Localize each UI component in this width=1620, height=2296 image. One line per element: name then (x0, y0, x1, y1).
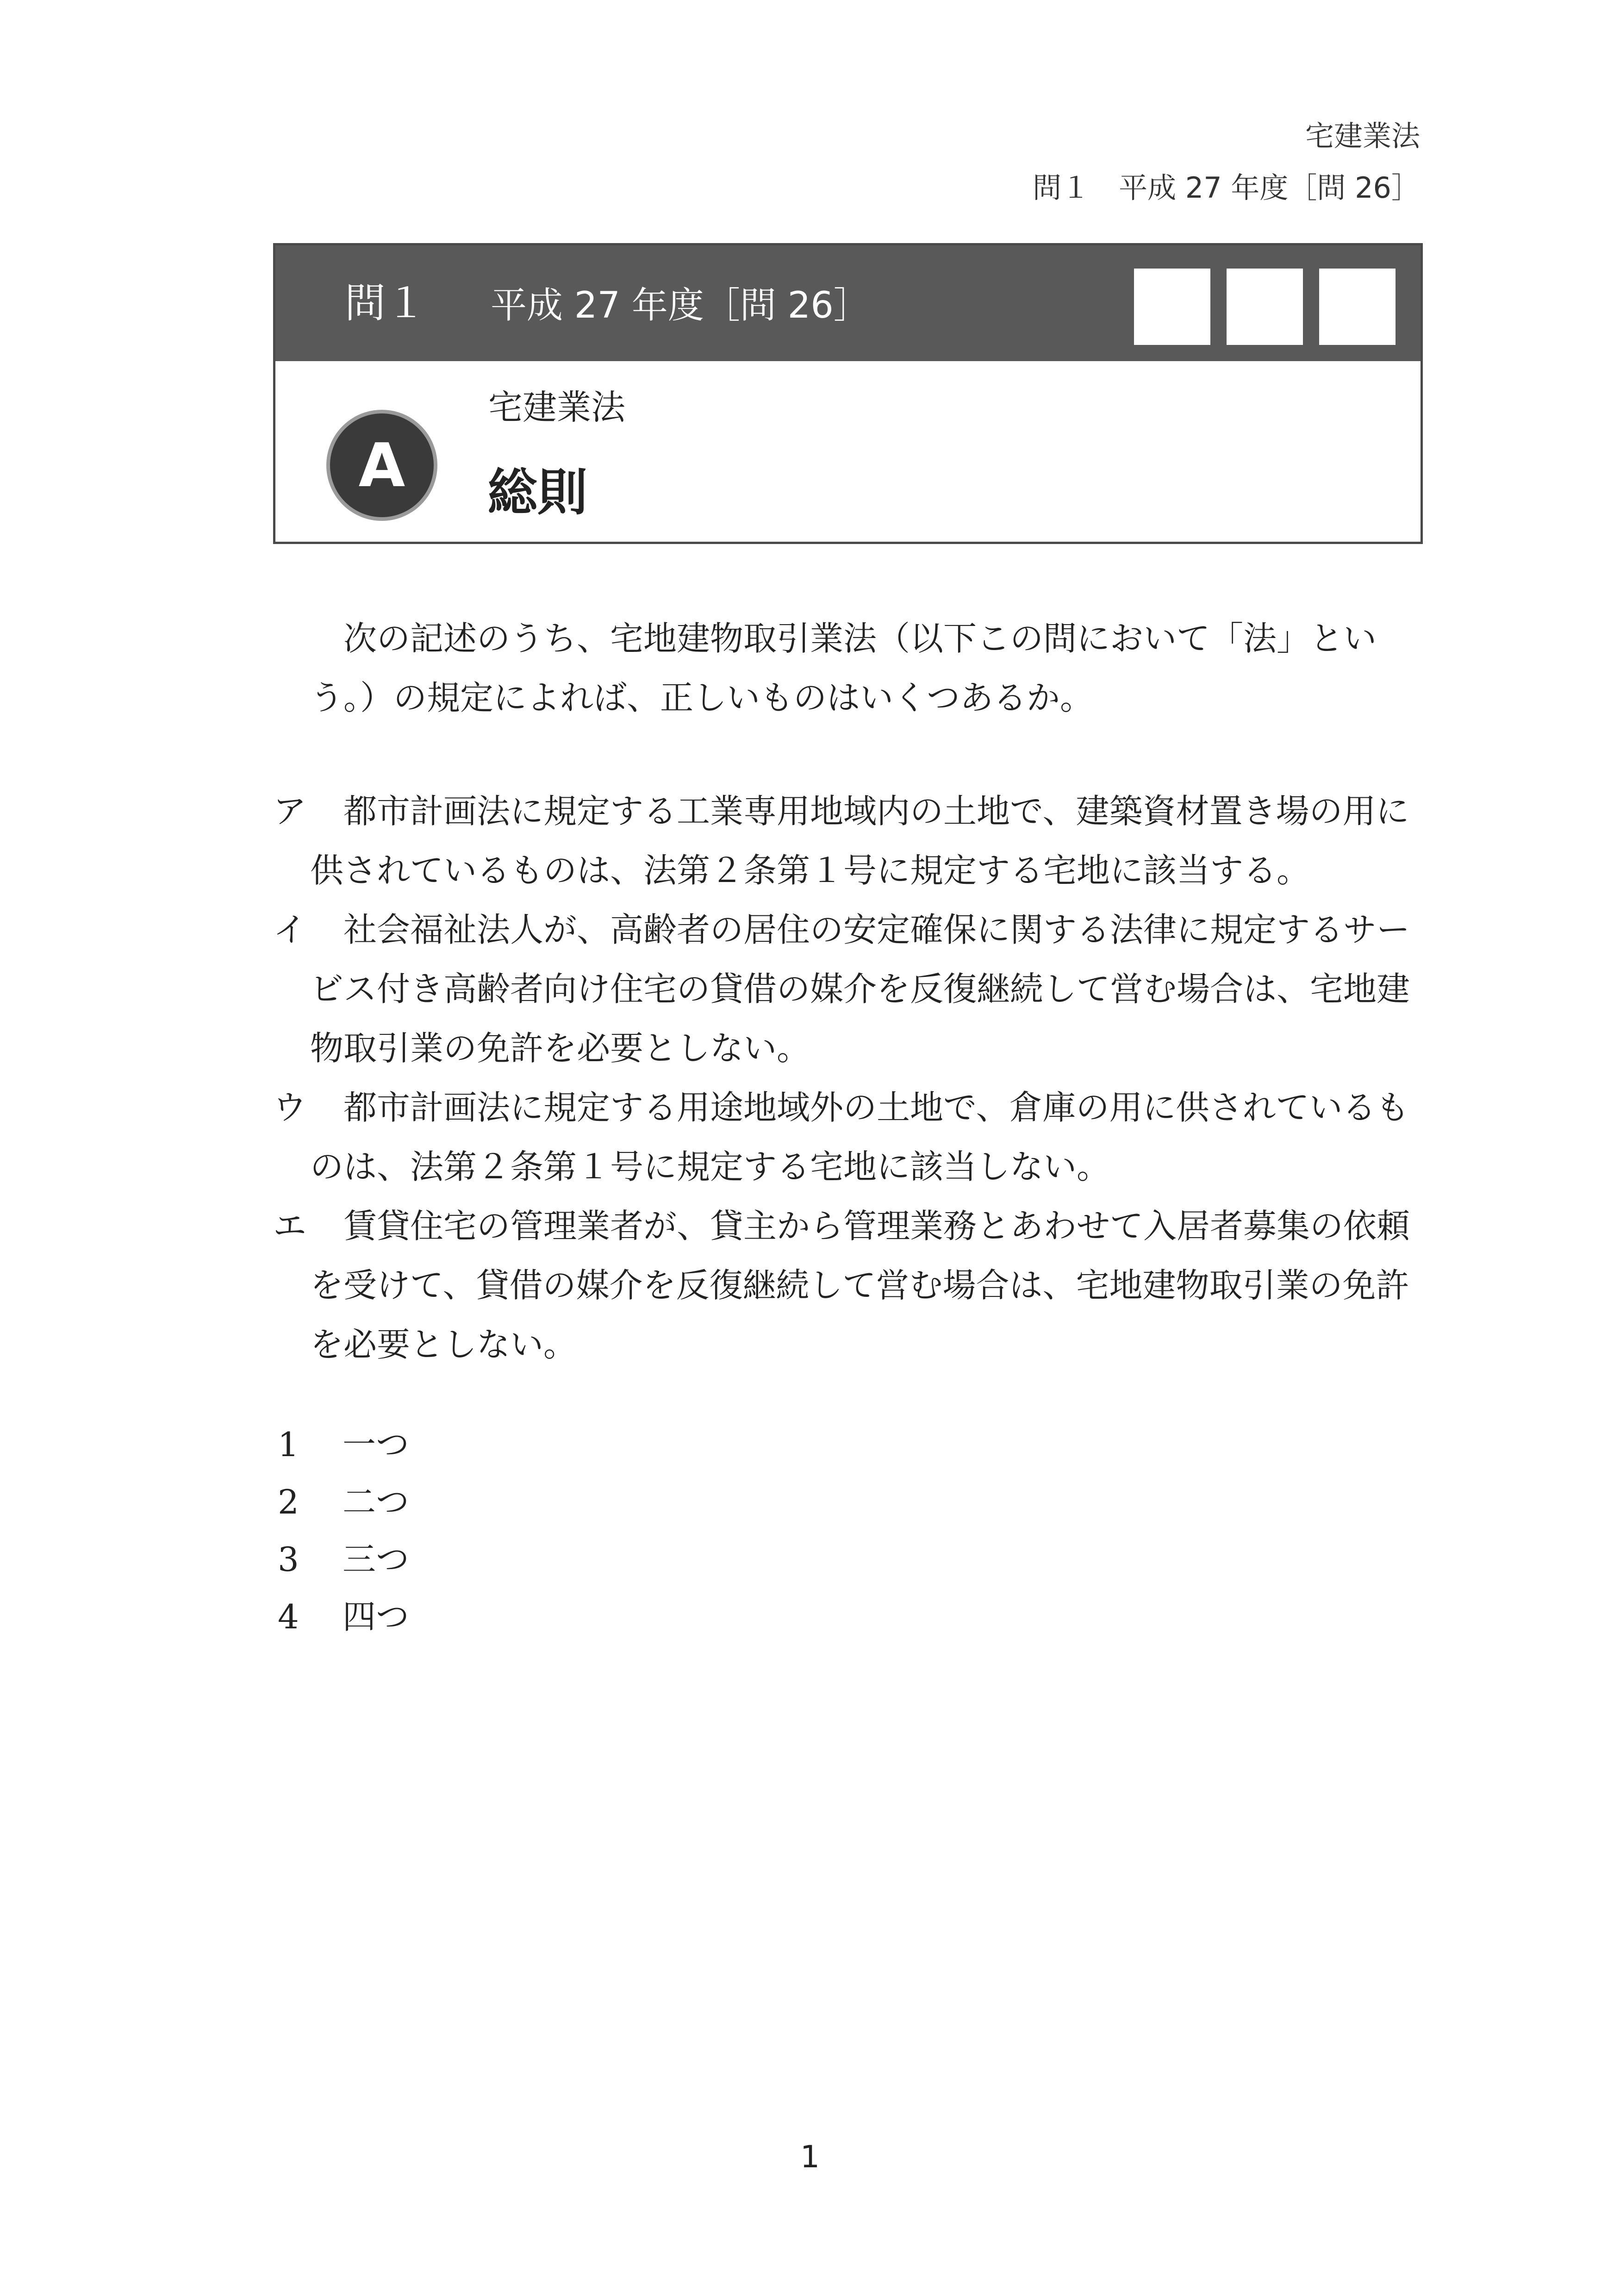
running-head (1033, 110, 1420, 214)
choice-number: 4 (278, 1597, 299, 1636)
statement-item (273, 900, 1423, 1078)
choice-text: 二つ (343, 1483, 410, 1521)
choice-item[interactable] (278, 1416, 409, 1473)
statement-text: 社会福祉法人が、高齢者の居住の安定確保に関する法律に規定するサービス付き高齢者向け住宅の貸借の媒介を反復継続して営む場合は、宅地建物取引業の免許を必要としない。 (310, 910, 1410, 1068)
choice-text: 一つ (343, 1425, 410, 1464)
choice-item[interactable] (278, 1531, 409, 1588)
check-box-3[interactable] (1319, 269, 1396, 345)
page-number: 1 (800, 2139, 820, 2175)
running-head-subject: 宅建業法 (1305, 119, 1420, 153)
statement-text: 都市計画法に規定する用途地域外の土地で、倉庫の用に供されているものは、法第２条第１号に規定する宅地に該当しない。 (310, 1088, 1409, 1186)
choice-number: 3 (278, 1540, 299, 1579)
choice-number: 2 (278, 1483, 299, 1521)
answer-choices (278, 1416, 409, 1645)
question-subject: 宅建業法 (488, 388, 625, 427)
statement-item (273, 1196, 1423, 1374)
choice-number: 1 (278, 1425, 299, 1464)
question-year-ref: 平成 27 年度［問 26］ (491, 285, 870, 326)
question-header-bar (275, 245, 1421, 361)
statement-label: イ (273, 910, 307, 949)
choice-text: 四つ (343, 1597, 410, 1636)
choice-item[interactable] (278, 1588, 409, 1645)
check-box-2[interactable] (1227, 269, 1303, 345)
statement-item (273, 782, 1423, 900)
statement-item (273, 1078, 1423, 1196)
statement-text: 賃貸住宅の管理業者が、貸主から管理業務とあわせて入居者募集の依頼を受けて、貸借の媒介を反復継続して営む場合は、宅地建物取引業の免許を必要としない。 (310, 1207, 1410, 1364)
check-box-1[interactable] (1134, 269, 1210, 345)
statement-label: ア (273, 792, 307, 831)
choice-text: 三つ (343, 1540, 410, 1579)
question-stem: 次の記述のうち、宅地建物取引業法（以下この問において「法」という。）の規定によれば、正しいものはいくつあるか。 (310, 619, 1377, 717)
question-topic: 総則 (487, 464, 588, 522)
statement-list (273, 782, 1423, 1374)
running-head-question-ref: 問１ 平成 27 年度［問 26］ (1033, 171, 1420, 205)
choice-item[interactable] (278, 1473, 409, 1531)
statement-label: ウ (273, 1088, 307, 1127)
statement-label: エ (273, 1207, 307, 1245)
question-number: 問１ (345, 279, 427, 327)
rank-badge: A (326, 410, 437, 521)
statement-text: 都市計画法に規定する工業専用地域内の土地で、建築資材置き場の用に供されているものは、法第２条第１号に規定する宅地に該当する。 (310, 792, 1409, 890)
question-header-box (273, 243, 1423, 544)
